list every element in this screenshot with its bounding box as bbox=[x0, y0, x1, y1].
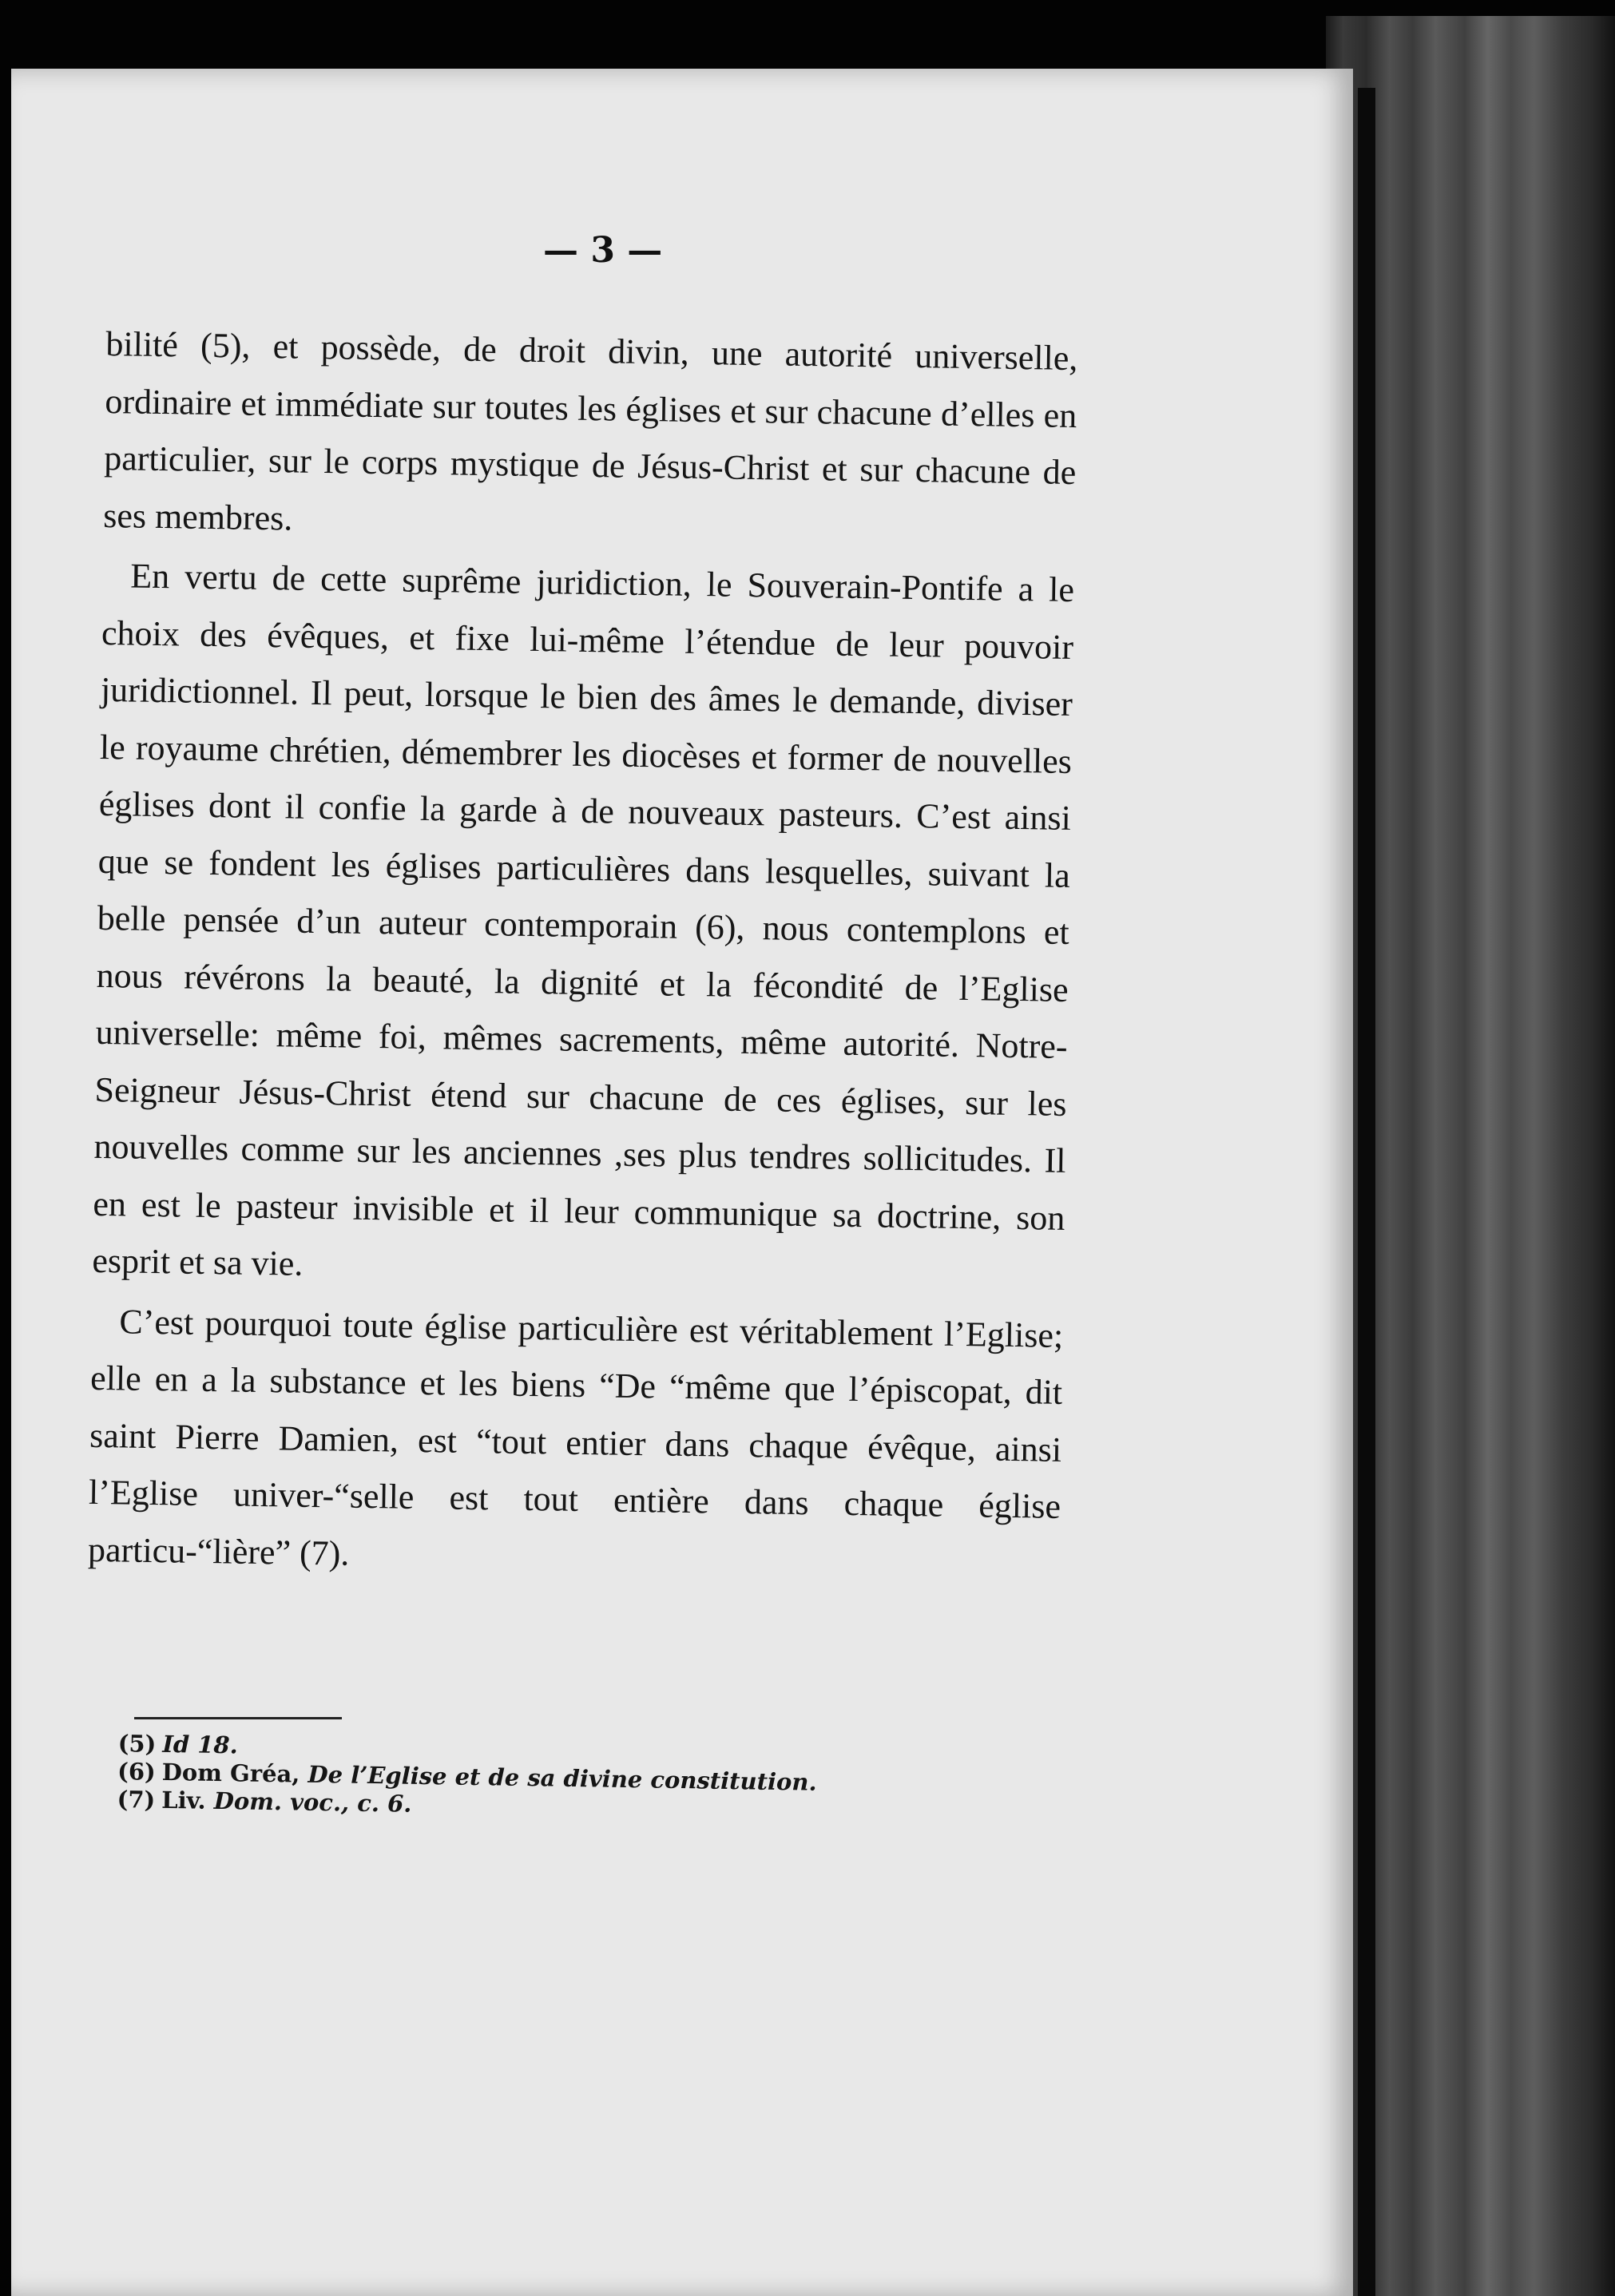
footnote-separator bbox=[134, 1717, 342, 1719]
footnote-label: (6) bbox=[117, 1757, 157, 1786]
paragraph-2: En vertu de cette suprême juridiction, le Souverain-Pontife a le choix des évêques, et fixe lui-même l’étendue de leur pouvoir juridictionnel. Il peut, lorsque le bien des âmes le demande, diviser le royaume chrétien, démembrer les diocèses et former de nouvelles églises dont il confie la garde à de nouveaux pasteurs. C’est ainsi que se fondent les églises particulières dans lesquelles, suivant la belle pensée d’un auteur contemporain (6), nous contemplons et nous révérons la beauté, la dignité et la fécondité de l’Eglise universelle: même foi, mêmes sacrements, même autorité. Notre-Seigneur Jésus-Christ étend sur chacune de ces églises, sur les nouvelles comme sur les anciennes ,ses plus tendres sollicitudes. Il en est le pasteur invisible et il leur communique sa doctrine, son esprit et sa vie. bbox=[92, 556, 1075, 1283]
footnote-label: (5) bbox=[117, 1730, 157, 1758]
footnote-title: Dom. voc., c. 6. bbox=[213, 1786, 412, 1818]
footnote-label: (7) bbox=[117, 1785, 156, 1814]
paragraph-3: C’est pourquoi toute église particulière est véritablement l’Eglise; elle en a la substance et les biens “De “même que l’épiscopat, dit saint Pierre Damien, est “tout entier dans chaque évêque, ainsi l’Eglise univer-“selle est tout entière dans chaque église particu-“lière” (7). bbox=[87, 1301, 1064, 1573]
footnotes bbox=[117, 1730, 817, 1825]
footnote-text: Dom Gréa, bbox=[161, 1758, 308, 1788]
footnote-text: Liv. bbox=[161, 1786, 215, 1814]
footnote-text: Id 18. bbox=[162, 1730, 239, 1759]
paragraph-1: bilité (5), et possède, de droit divin, une autorité universelle, ordinaire et immédiate sur toutes les églises et sur chacune d’elles en particulier, sur le corps mystique de Jésus-Christ et sur chacune de ses membres. bbox=[102, 323, 1078, 537]
spine-shadow bbox=[1358, 88, 1375, 2296]
footnote-title: De l’Eglise et de sa divine constitution. bbox=[308, 1760, 817, 1796]
body-text bbox=[88, 315, 1078, 1592]
page-number: — 3 — bbox=[543, 230, 663, 271]
